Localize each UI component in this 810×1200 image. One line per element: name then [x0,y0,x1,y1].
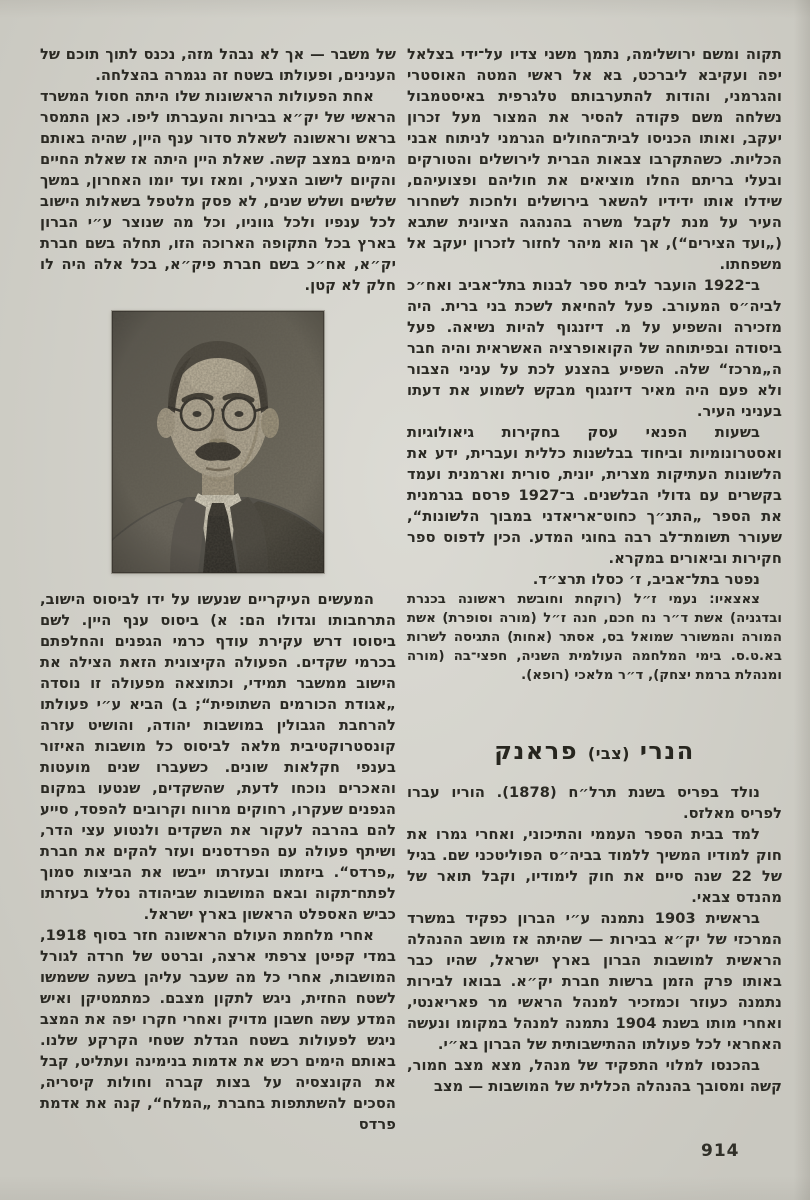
paragraph: אחרי מלחמת העולם הראשונה חזר בסוף 1918, במדי קפיטן צרפתי ארצה, וברטט של חרדה לגורל המושבות, אחרי כל מה שעבר עליהן בשעה ששמשו לשטח החזית, ניגש לתקון מצבם. כמתמטיקן ואיש המדע עשה חשבון מדויק ואחרי חקרו יפה את המצב ניגש לפעולות בשטח הגדלת שטחי הקרקע שלנו. באותם הימים רכש את אדמות בנימינה ועתליט, קבל את הקונצסיה על בצות קברה וחולות קיסריה, הסכים להשתתפות בחברת „המלח“, קנה את אדמת פרדס [40,927,396,1133]
text-column-left [40,44,396,1135]
paragraph: המעשים העיקריים שנעשו על ידו לביסוס הישוב, התרחבותו וגדולו הם: א) ביסוס ענף היין. לשם ביסוסו דרש עקירת עודף כרמי הגפנים והחלפתם בכרמי שקדים. הפעולה הקיצונית הזאת הצילה את הישוב ממשבר תמידי, וכתוצאה מפעולה זו נוסדה „אגודת הכורמים השתופית“; ב) הביא ע״י פעולתו להרחבת הגבולין במושבות יהודה, והושיט עזרה קונסטרוקטיבית מלאה לביסוס כל מושבות האיזור בענפי חקלאות שונים. כשעברו שנים מועטות והאכרים נוכחו לדעת, שהשקדים, שנטעו במקום הגפנים שעקרו, רחוקים מרווח וקרובים להפסד, סייע להם בהרבה לעקור את השקדים ולנטוע עצי הדר, ושיתף פעולה עם הפרדסנים ועזר להקים את חברת „פרדס“. ביזמתו ובעזרתו ייבשו את הביצות סמוך לפתח־תקוה ובאם המושבות שביהודה נסלל בעזרתו כביש האספלט הראשון בארץ ישראל. [40,591,396,923]
paragraph: בראשית 1903 נתמנה ע״י הברון כפקיד במשרד המרכזי של יק״א בבירות — שהיתה אז מושב ההנהלה הראשית למושבות הברון בארץ ישראל, שהיו כבר באותו פרק הזמן ברשות חברת יק״א. בבואו לבירות נתמנה כעוזר וכמזכיר למנהל הראשי מר פאריאנטי, ואחרי מותו בשנת 1904 נתמנה למנהל במקומו ונעשה האחראי לכל פעולתו ההתישבותית של הברון בא״י. [407,910,782,1053]
paragraph: אחת הפעולות הראשונות שלו היתה חסול המשרד הראשי של יק״א בבירות והעברתו ליפו. כאן התמסר בראש וראשונה לשאלת סדור ענף היין, שהיה באותם הימים במצב קשה. שאלת היין היתה אז שאלת החיים והקיום לישוב הצעיר, ומאז ועד יומו האחרון, במשך שלשים ושלש שנים, לא פסק מלטפל בשאלות הישוב לכל ענפיו ולכל גווניו, וכל מה שנוצר ע״י הברון בארץ בכל התקופה הארוכה הזו, תחלה בשם חברת יק״א, אח״כ בשם חברת פיק״א, בכל אלה היה לו חלק לא קטן. [40,88,396,294]
death-date-line: נפטר בתל־אביב, ז׳ כסלו תרצ״ד. [532,571,760,588]
entry-heading-hebrew-name: (צבי) [587,744,630,763]
entry-heading-surname: פראנק [494,737,579,765]
portrait-illustration [112,311,324,573]
paragraph: ב־1922 הועבר לבית ספר לבנות בתל־אביב ואח״כ לביה״ס המעורב. פעל להחיאת לשכת בני ברית. היה מזכירה והשפיע על מ. דיזנגוף להיות נשיאה. פעל ביסודה ובפיתוחה של הקואופרציה האשראית והיה חבר ה„מרכז“ שלה. השפיע בהצנע לכת על עניני הצבור ולא פעם היה מאיר דיזנגוף מבקש לשמוע את דעתו בעניני העיר. [407,277,782,420]
paragraph: בשעות הפנאי עסק בחקירות גיאולוגיות ואסטרונומיות וביחוד בבלשנות כללית ועברית, ידע את הלשונות העתיקות מצרית, יונית, סורית וארמנית ועמד בקשרים עם גדולי הבלשנים. ב־1927 פרסם בגרמנית את הספר „התנ״ך כחוט־אריאדני במבוך הלשונות“, שעורר תשומת־לב רבה בחוגי המדע. הכין לדפוס ספר חקירות וביאורים במקרא. [407,424,782,567]
page-number: 914 [701,1141,740,1161]
entry-heading [407,737,782,768]
paragraph: של משבר — אך לא נבהל מזה, נכנס לתוך תוכם של הענינים, ופעולתו בשטח זה נגמרה בהצלחה. [40,46,396,84]
paragraph: למד בבית הספר העממי והתיכוני, ואחרי גמרו את חוק למודיו המשיך ללמוד בביה״ס הפוליטכני שם. בגיל של 22 שנה סיים את חוק לימודיו, וקבל תואר של מהנדס צבאי. [407,826,782,906]
paragraph: תקוה ומשם ירושלימה, נתמך משני צדיו על־ידי בצלאל יפה ועקיבא ליברכט, בא אל ראשי המטה האוסטרי והגרמני, והודות להתערבותם טלגרפית באיסטמבול נשלחה משם פקודה להסיר את המצור מעל זכרון יעקב, ואותו הכניסו לבית־החולים הגרמני לניתוח אבני הכליות. כשהתקרבו צבאות הברית לירושלים והטורקים ובעלי בריתם החלו מוציאים את חוליהם ופצועיהם, שידלו אותו ידידיו להשאר בירושלים ולחכות לשחרור העיר על מנת לקבל משרה בהנהגה הציונית שתבא („ועד הצירים“), אך הוא מיהר לחזור לזכרון יעקב אל משפחתו. [407,46,782,273]
text-column-right [407,44,782,1097]
paragraph: נולד בפריס בשנת תרל״ח (1878). הוריו עברו לפריס מאלזס. [407,784,782,822]
descendants-paragraph: צאצאיו: נעמי ז״ל (רוקחת וחובשת ראשונה בכנרת ובדגניה) אשת ד״ר נח חכם, חנה ז״ל (מורה וסופרת) אשת המורה והמשורר שמואל בס, אסתר (אחות) התגיסה לשרות בא.ט.ס. בימי המלחמה העולמית השניה, חפצי־בה (מורה ומנהלת ברמת יצחק), ד״ר מלאכי (רופא). [407,592,782,683]
paragraph: בהכנסו למלוי התפקיד של מנהל, מצא מצב חמור, קשה ומסובך בהנהלה הכללית של המושבות — מצב [407,1057,782,1095]
entry-heading-first-name: הנרי [639,737,695,765]
portrait-photo [112,311,324,573]
